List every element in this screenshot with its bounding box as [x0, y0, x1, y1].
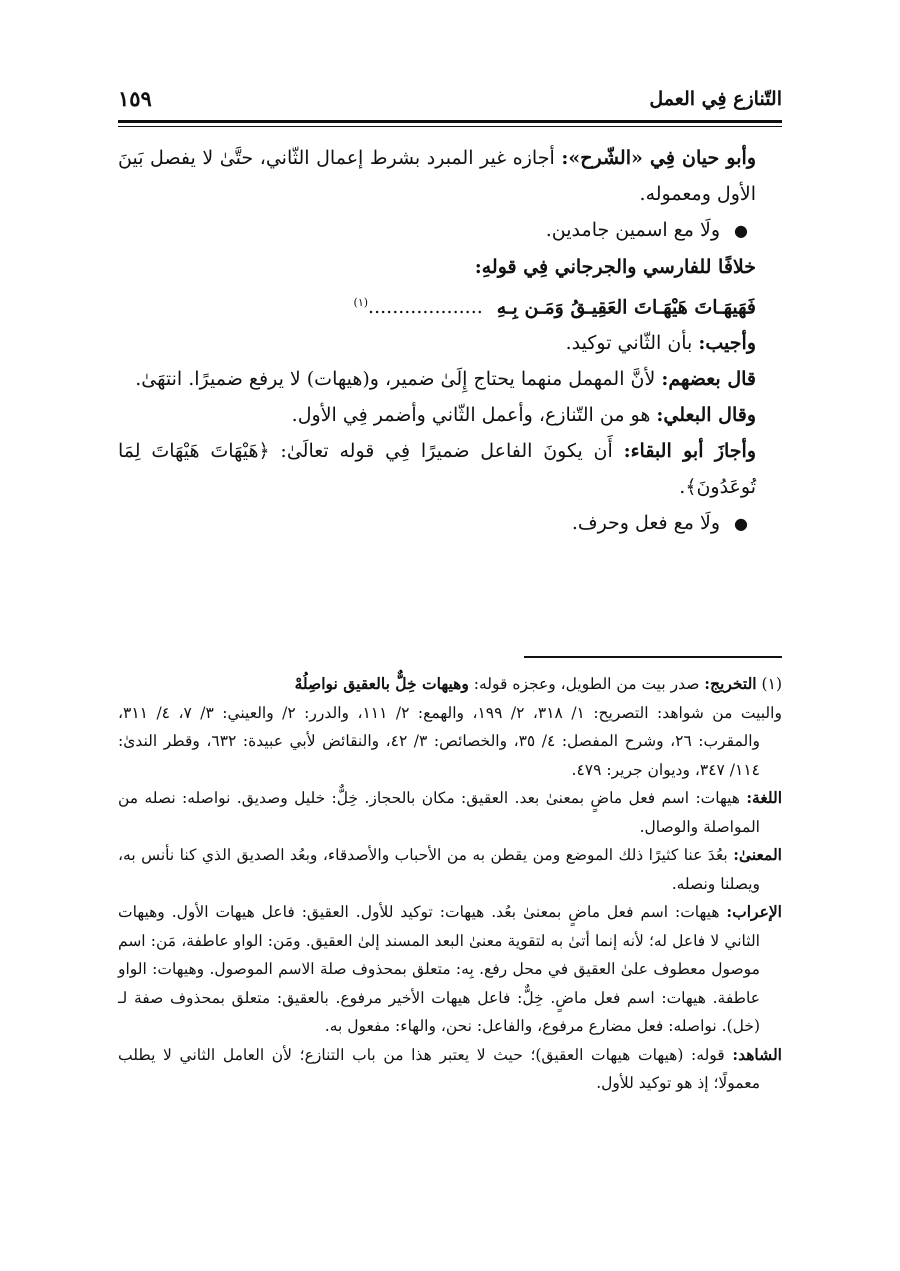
footnote-ref: (١) [353, 296, 369, 309]
section-lead: الشاهد: [732, 1044, 782, 1064]
footnote [118, 670, 782, 699]
paragraph [118, 397, 782, 433]
paragraph-text: بأن الثّاني توكيد. [565, 332, 699, 355]
footnote-number: (١) [761, 675, 782, 693]
verse-dots: ................... [368, 296, 483, 319]
paragraph-lead: وأجيب: [698, 332, 756, 355]
bullet-dot-icon: ● [734, 514, 748, 534]
paragraph-lead: وأبو حيان فِي «الشّرح»: [561, 147, 756, 169]
bullet-item [118, 505, 782, 542]
paragraph-lead: وأجازَ أبو البقاء: [623, 440, 756, 463]
footnote-section [118, 898, 782, 1041]
section-text: هيهات: اسم فعل ماضٍ بمعنىٰ بعد. العقيق: مكان بالحجاز. خِلٌّ: خليل وصديق. نواصله: نصله من المواصلة والوصال. [118, 789, 760, 836]
paragraph-text: هو من التّنازع، وأعمل الثّاني وأضمر فِي الأول. [291, 404, 657, 427]
footnote-section [118, 841, 782, 898]
bullet-text: ولَا مع فعل وحرف. [571, 512, 721, 535]
header-rule-thick [118, 120, 782, 123]
paragraph [118, 361, 782, 397]
section-text: قوله: (هيهات هيهات العقيق)؛ حيث لا يعتبر هذا من باب التنازع؛ لأن العامل الثاني لا يطلب معمولًا؛ إذ هو توكيد للأول. [118, 1045, 760, 1092]
footnote-sources: والبيت من شواهد: التصريح: ١/ ٣١٨، ٢/ ١٩٩، والهمع: ٢/ ١١١، والدرر: ٢/ والعيني: ٣/ ٧، ٤/ ٣١١، والمقرب: ٢٦، وشرح المفصل: ٤/ ٣٥، والخصائص: ٣/ ٤٢، والنقائض لأبي عبيدة: ٦٣٢، وقطر الندىٰ: ١١٤/ ٣٤٧، وديوان جرير: ٤٧٩. [118, 703, 782, 779]
main-text [118, 140, 782, 542]
footnote-text: صدر بيت من الطويل، وعجزه قوله: [468, 675, 705, 693]
footnote-section [118, 1041, 782, 1098]
paragraph [118, 433, 782, 505]
bullet-text: ولَا مع اسمين جامدين. [545, 219, 721, 241]
paragraph-lead: وقال البعلي: [656, 404, 756, 427]
footnote-verse: وهيهات خِلٌّ بالعقيق نواصِلُهْ [294, 674, 469, 693]
section-text: هيهات: اسم فعل ماضٍ بمعنىٰ بعُد. هيهات: توكيد للأول. العقيق: فاعل هيهات الأول. وهيهات الثاني لا فاعل له؛ لأنه إنما أتىٰ به لتقوية معنىٰ البعد المسند إلىٰ العقيق. ومَن: الواو عاطفة، مَن: اسم موصول معطوف علىٰ العقيق في محل رفع. بِه: متعلق بمحذوف صلة الاسم الموصول. وهيهات: الواو عاطفة. هيهات: اسم فعل ماضٍ. خِلٌّ: فاعل هيهات الأخير مرفوع. بالعقيق: متعلق بمحذوف صفة لـ (خل). نواصله: فعل مضارع مرفوع، والفاعل: نحن، والهاء: مفعول به. [118, 903, 760, 1035]
footnote-section [118, 784, 782, 841]
page-number: ١٥٩ [118, 86, 152, 111]
paragraph [118, 249, 782, 285]
bullet-dot-icon: ● [734, 221, 748, 240]
footnote-separator [524, 656, 782, 658]
header-rule-thin [118, 126, 782, 127]
footnote-lead: التخريج: [704, 674, 757, 693]
footnotes [118, 670, 782, 1098]
paragraph-lead: خلافًا للفارسي والجرجاني فِي قولهِ: [474, 256, 756, 278]
section-lead: المعنىٰ: [733, 845, 782, 864]
paragraph [118, 325, 782, 361]
verse-text: فَهَيهَـاتَ هَيْهَـاتَ العَقِيـقُ وَمَـن بِـهِ [496, 296, 756, 319]
poetry-verse [118, 285, 782, 325]
page-header [118, 84, 782, 118]
paragraph-text: لأنَّ المهمل منهما يحتاج إِلَىٰ ضمير، و(هيهات) لا يرفع ضميرًا. انتهَىٰ. [135, 368, 662, 391]
section-lead: اللغة: [746, 788, 782, 807]
bullet-item [118, 212, 782, 249]
chapter-title: التّنازع فِي العمل [649, 88, 782, 110]
paragraph [118, 140, 782, 212]
paragraph-lead: قال بعضهم: [661, 368, 756, 391]
section-lead: الإعراب: [726, 902, 782, 921]
section-text: بعُدَ عنا كثيرًا ذلك الموضع ومن يقطن به من الأحباب والأصدقاء، وبعُد الصديق الذي كنا نأنس به، ويصلنا ونصله. [118, 846, 760, 893]
paragraph-text: أَن يكونَ الفاعل ضميرًا فِي قوله تعالَىٰ: ﴿هَيْهَاتَ هَيْهَاتَ لِمَا تُوعَدُونَ﴾. [118, 440, 756, 499]
paragraph-text: أجازه غير المبرد بشرط إعمال الثّاني، حتَّىٰ لا يفصل بَينَ الأول ومعموله. [118, 147, 756, 205]
